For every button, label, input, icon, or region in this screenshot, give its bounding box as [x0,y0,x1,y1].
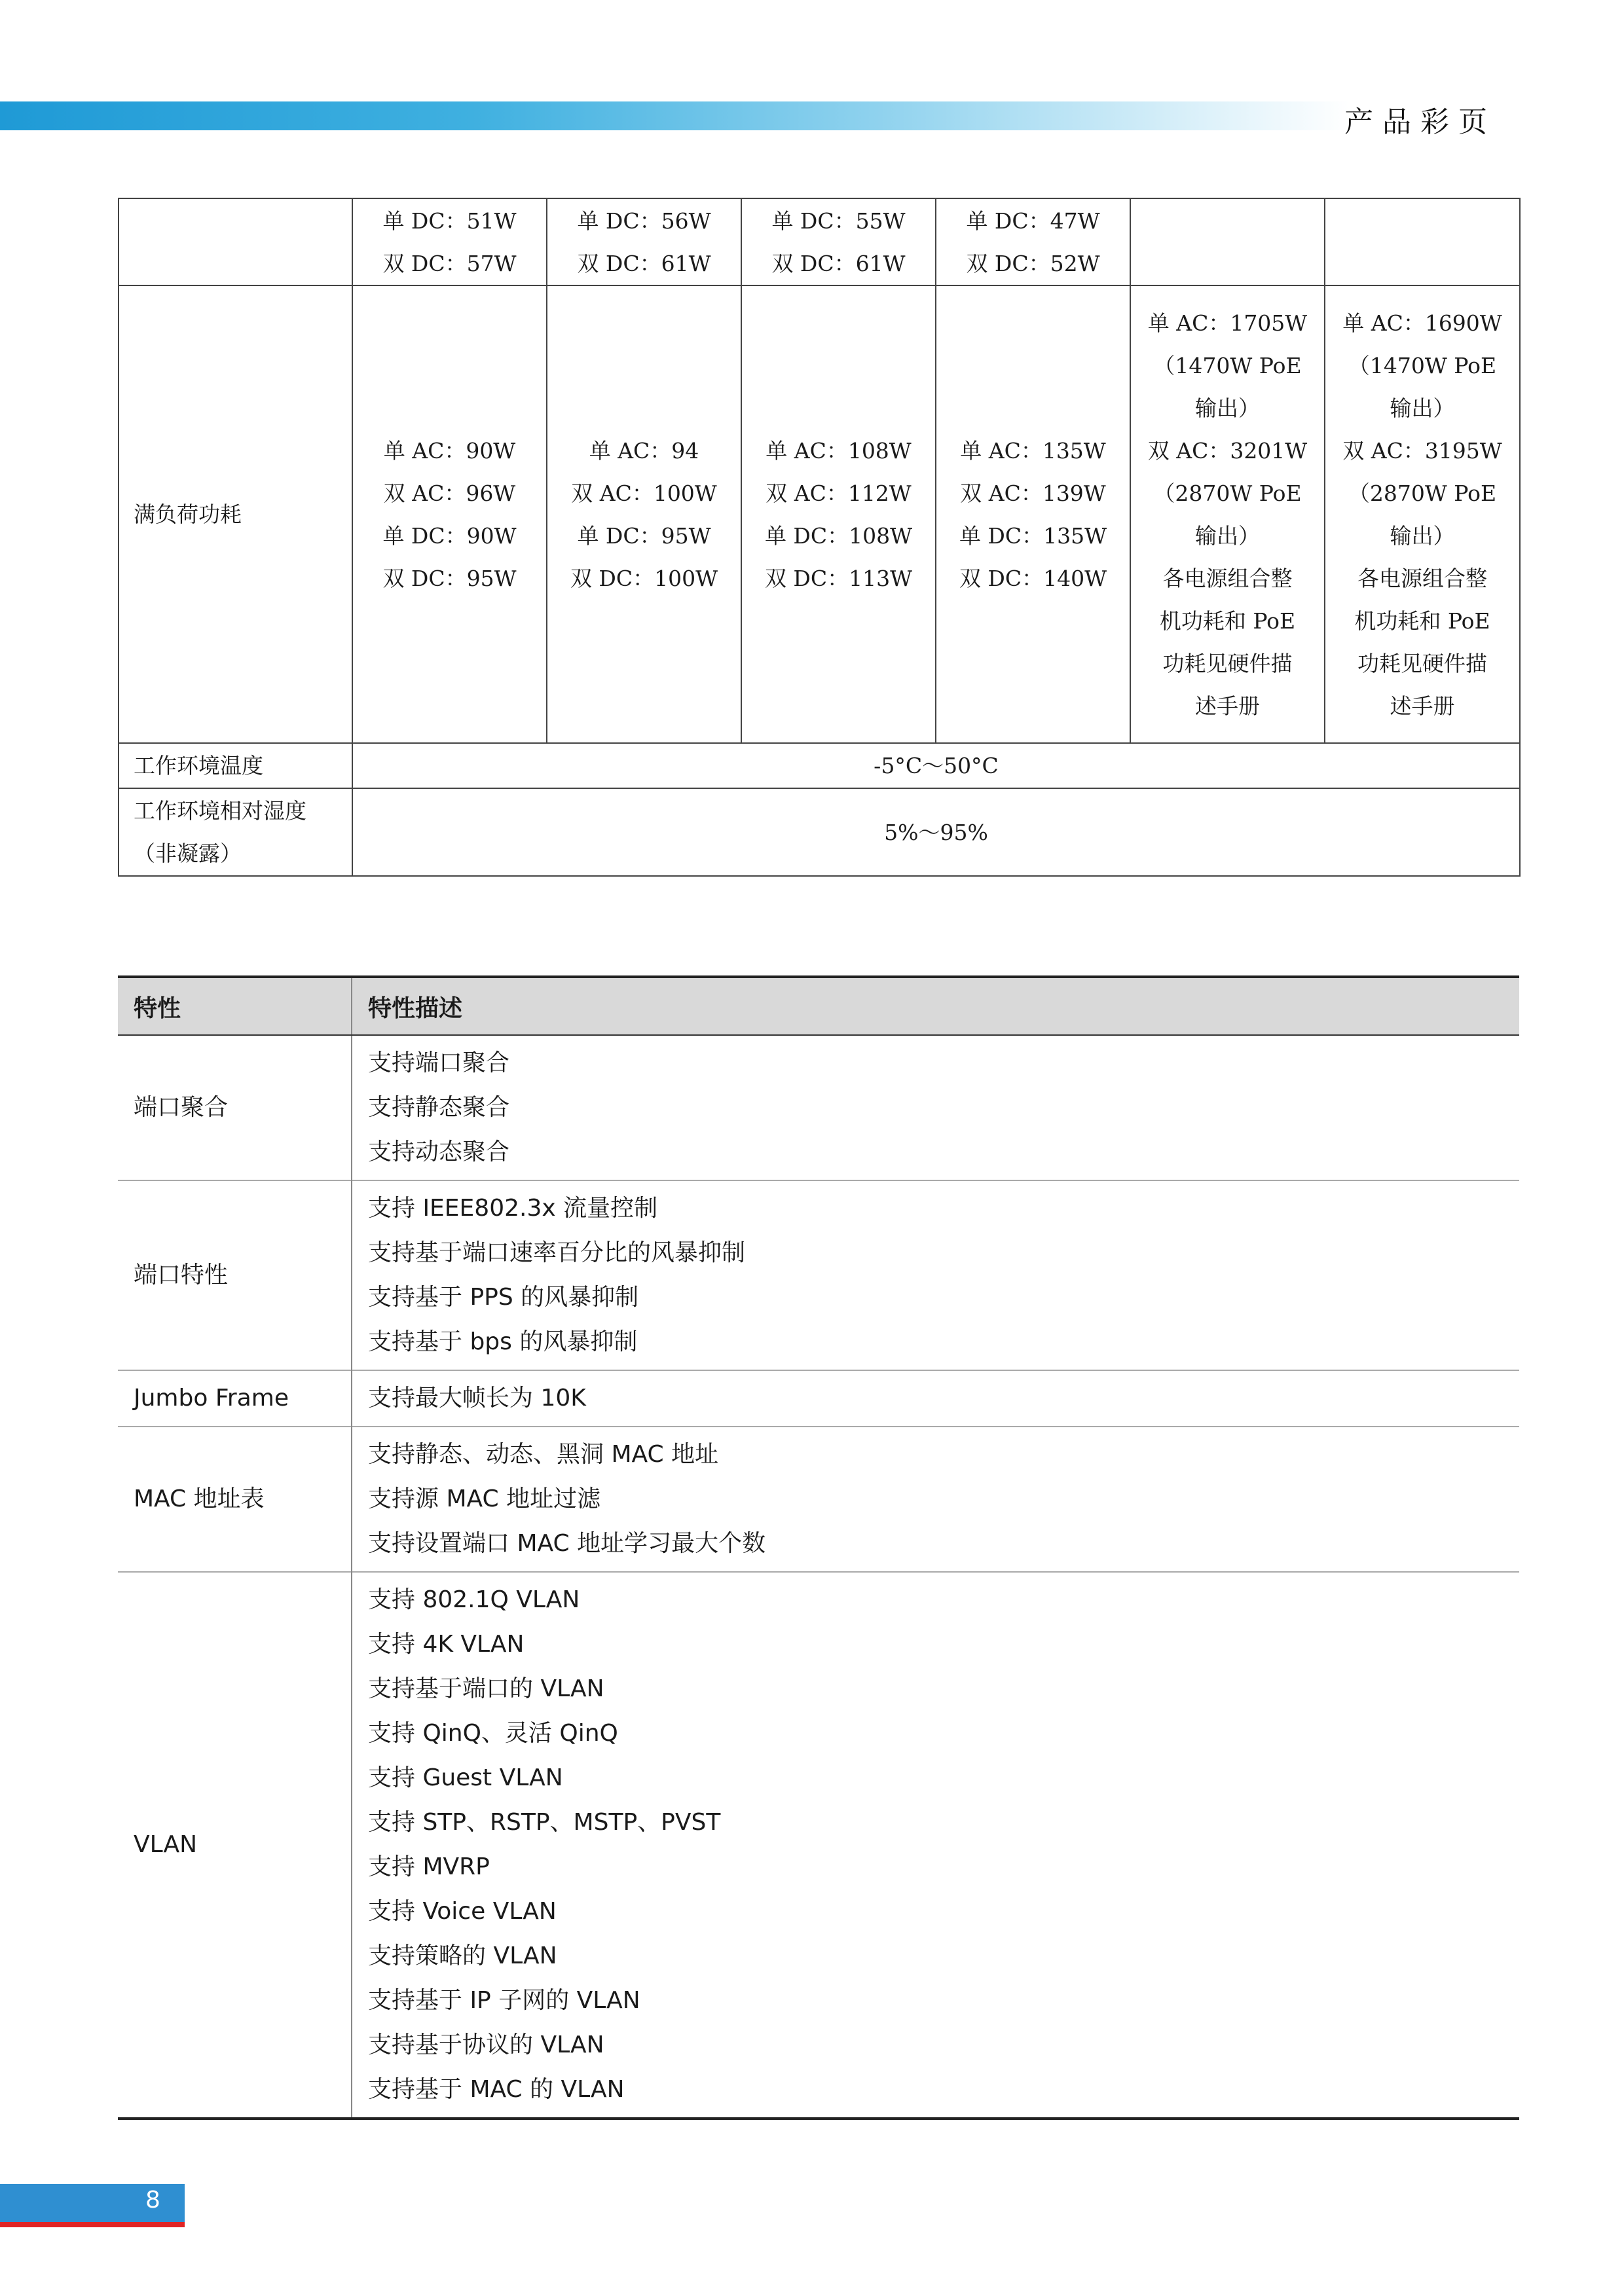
spec-line: 各电源组合整 [1162,565,1293,591]
header-title: 产品彩页 [1344,105,1496,139]
spec-line: 单 DC：90W [382,522,517,549]
page-number: 8 [145,2187,160,2214]
spec-label [119,198,352,285]
feature-item: 支持基于 bps 的风暴抑制 [368,1328,638,1355]
spec-line: 述手册 [1390,693,1455,719]
spec-label: 工作环境温度 [119,743,352,788]
spec-line: 工作环境相对湿度 [134,798,306,824]
spec-line: 单 DC：108W [764,522,913,549]
spec-line: 双 DC：61W [577,250,711,276]
feature-item: 支持 MVRP [368,1853,490,1880]
spec-cell [936,198,1130,285]
spec-line: 单 AC：94 [589,437,699,464]
spec-line: 单 DC：56W [577,208,711,234]
spec-row-full-load [119,285,1520,743]
spec-line: 双 AC：3201W [1147,437,1308,464]
spec-line: 双 DC：95W [382,565,517,591]
spec-cell [1130,285,1325,743]
feature-name: 端口特性 [118,1180,352,1370]
feature-header-row [118,977,1519,1035]
feature-row [118,1572,1519,2119]
feature-desc [352,1370,1519,1427]
feature-desc [352,1180,1519,1370]
header-gradient-bar [0,101,1349,130]
spec-line: 双 AC：3195W [1342,437,1502,464]
feature-table [118,975,1519,2120]
feature-item: 支持静态聚合 [368,1094,510,1121]
spec-cell [936,285,1130,743]
feature-desc [352,1572,1519,2119]
spec-value: 5%～95% [352,788,1520,876]
spec-cell [547,285,741,743]
spec-line: 单 DC：55W [771,208,906,234]
feature-item: 支持基于协议的 VLAN [368,2032,604,2058]
spec-cell [352,198,547,285]
spec-line: 双 AC：96W [383,480,516,506]
spec-row-temp [119,743,1520,788]
feature-item: 支持基于 IP 子网的 VLAN [368,1987,640,2014]
spec-cell [352,285,547,743]
feature-row [118,1180,1519,1370]
spec-line: 单 AC：108W [766,437,912,464]
feature-item: 支持设置端口 MAC 地址学习最大个数 [368,1530,766,1557]
feature-item: 支持动态聚合 [368,1139,510,1165]
feature-item: 支持策略的 VLAN [368,1942,557,1969]
feature-item: 支持 STP、RSTP、MSTP、PVST [368,1809,721,1836]
spec-line: 机功耗和 PoE [1354,608,1490,634]
feature-name: 端口聚合 [118,1035,352,1180]
spec-line: 输出） [1195,395,1260,421]
spec-line: （非凝露） [134,841,242,866]
feature-item: 支持 802.1Q VLAN [368,1586,580,1613]
feature-item: 支持 IEEE802.3x 流量控制 [368,1195,658,1222]
feature-header: 特性描述 [352,977,1519,1035]
spec-line: 单 DC：51W [382,208,517,234]
feature-desc [352,1035,1519,1180]
spec-cell [547,198,741,285]
feature-name: MAC 地址表 [118,1427,352,1572]
spec-label [119,788,352,876]
spec-cell [1325,285,1520,743]
spec-table [118,198,1521,877]
spec-line: （1470W PoE [1153,352,1302,378]
spec-line: 双 AC：112W [766,480,912,506]
spec-line: 输出） [1390,522,1455,549]
spec-line: 机功耗和 PoE [1159,608,1296,634]
spec-line: 输出） [1390,395,1455,421]
feature-item: 支持静态、动态、黑洞 MAC 地址 [368,1441,719,1468]
feature-item: 支持 QinQ、灵活 QinQ [368,1720,618,1747]
spec-line: 双 AC：100W [571,480,717,506]
spec-line: 双 DC：61W [771,250,906,276]
spec-value: -5°C～50°C [352,743,1520,788]
spec-line: 各电源组合整 [1357,565,1487,591]
spec-row-dc [119,198,1520,285]
spec-label: 满负荷功耗 [119,285,352,743]
spec-line: （1470W PoE [1348,352,1497,378]
spec-line: （2870W PoE [1153,480,1302,506]
spec-cell [741,285,936,743]
spec-line: 单 AC：135W [960,437,1106,464]
spec-line: 单 DC：135W [959,522,1107,549]
feature-row [118,1427,1519,1572]
spec-line: 单 AC：90W [383,437,516,464]
feature-name: VLAN [118,1572,352,2119]
feature-item: 支持 4K VLAN [368,1631,525,1658]
spec-cell-empty [1325,198,1520,285]
spec-cell-empty [1130,198,1325,285]
spec-row-humidity [119,788,1520,876]
spec-line: （2870W PoE [1348,480,1497,506]
spec-line: 双 DC：52W [966,250,1100,276]
spec-line: 双 AC：139W [960,480,1106,506]
feature-item: 支持基于 PPS 的风暴抑制 [368,1284,639,1311]
spec-line: 双 DC：100W [570,565,718,591]
spec-cell [741,198,936,285]
feature-item: 支持基于端口的 VLAN [368,1675,604,1702]
spec-line: 述手册 [1195,693,1260,719]
spec-line: 双 DC：113W [764,565,913,591]
spec-line: 功耗见硬件描 [1162,650,1293,676]
spec-line: 单 DC：47W [966,208,1100,234]
spec-line: 功耗见硬件描 [1357,650,1487,676]
feature-item: 支持源 MAC 地址过滤 [368,1485,601,1512]
spec-line: 双 DC：140W [959,565,1107,591]
feature-item: 支持 Voice VLAN [368,1898,557,1925]
spec-line: 单 AC：1705W [1147,310,1308,336]
feature-item: 支持基于端口速率百分比的风暴抑制 [368,1239,746,1266]
feature-row [118,1035,1519,1180]
spec-line: 单 DC：95W [577,522,711,549]
spec-line: 输出） [1195,522,1260,549]
feature-item: 支持 Guest VLAN [368,1764,563,1791]
feature-row [118,1370,1519,1427]
feature-item: 支持端口聚合 [368,1049,510,1076]
spec-line: 双 DC：57W [382,250,517,276]
feature-header: 特性 [118,977,352,1035]
feature-name: Jumbo Frame [118,1370,352,1427]
feature-item: 支持最大帧长为 10K [368,1385,586,1412]
feature-desc [352,1427,1519,1572]
feature-item: 支持基于 MAC 的 VLAN [368,2076,625,2103]
spec-line: 单 AC：1690W [1342,310,1502,336]
